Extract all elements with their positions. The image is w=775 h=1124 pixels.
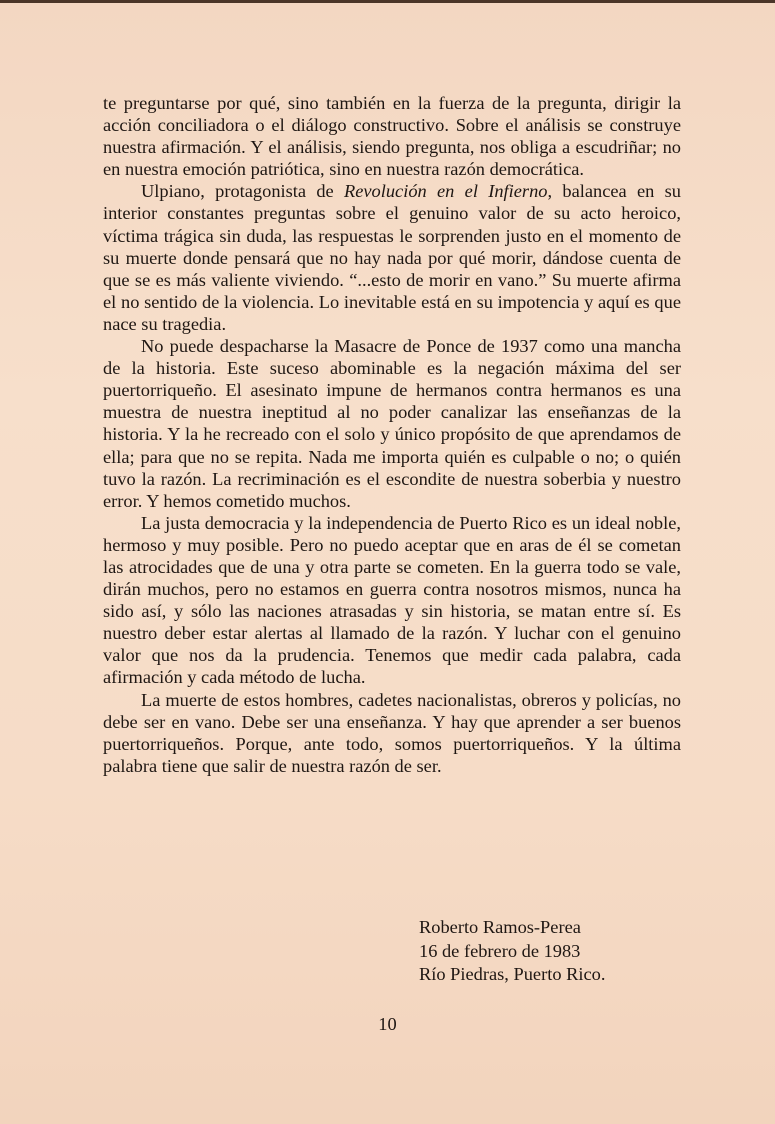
paragraph-4-text: La justa democracia y la independencia de Puerto Rico es un ideal noble, hermoso y muy posible. Pero no puedo aceptar que en aras de él se cometan las atrocidades que de una y otra parte se cometen. En la guerra todo se vale, dirán muchos, pero no estamos en guerra contra nosotros mismos, nunca ha sido así, y sólo las naciones atrasadas y sin historia, se matan entre sí. Es nuestro deber estar alertas al llamado de la razón. Y luchar con el genuino valor que nos da la prudencia. Tenemos que medir cada palabra, cada afirmación y cada método de lucha.	[103, 512, 681, 688]
paragraph-5	[103, 689, 681, 777]
signature-place: Río Piedras, Puerto Rico.	[419, 964, 606, 984]
paragraph-5-text: La muerte de estos hombres, cadetes nacionalistas, obreros y policías, no debe ser en vano. Debe ser una enseñanza. Y hay que aprender a ser buenos puertorriqueños. Porque, ante todo, somos puertorriqueños. Y la última palabra tiene que salir de nuestra razón de ser.	[103, 689, 681, 776]
page-number: 10	[378, 1014, 397, 1034]
paragraph-3	[103, 335, 681, 512]
signature-author: Roberto Ramos-Perea	[419, 917, 581, 937]
paragraph-1	[103, 92, 681, 180]
paragraph-1-text: te preguntarse por qué, sino también en la fuerza de la pregunta, dirigir la acción conciliadora o el diálogo constructivo. Sobre el análisis se construye nuestra afirmación. Y el análisis, siendo pregunta, nos obliga a escudriñar; no en nuestra emoción patriótica, sino en nuestra razón democrática.	[103, 93, 681, 180]
paragraph-2	[103, 180, 681, 335]
paragraph-2-text-b: , balancea en su interior constantes preguntas sobre el genuino valor de su acto heroico, víctima trágica sin duda, las respuestas le sorprenden justo en el momento de su muerte donde pensará que no hay nada por qué morir, dándose cuenta de que se es más valiente viviendo. “...esto de morir en vano.” Su muerte afirma el no sentido de la violencia. Lo inevitable está en su impotencia y aquí es que nace su tragedia.	[103, 181, 681, 334]
signature-block	[419, 916, 605, 987]
play-title: Revolución en el Infierno	[344, 181, 548, 202]
paragraph-4	[103, 512, 681, 689]
signature-date: 16 de febrero de 1983	[419, 940, 581, 961]
paragraph-2-text-a: Ulpiano, protagonista de	[141, 181, 344, 202]
body-text	[103, 92, 681, 777]
page-top-edge	[0, 0, 775, 3]
paragraph-3-text: No puede despacharse la Masacre de Ponce de 1937 como una mancha de la historia. Este suceso abominable es la negación máxima del ser puertorriqueño. El asesinato impune de hermanos contra hermanos es una muestra de nuestra ineptitud al no poder canalizar las enseñanzas de la historia. Y la he recreado con el solo y único propósito de que aprendamos de ella; para que no se repita. Nada me importa quién es culpable o no; o quién tuvo la razón. La recriminación es el escondite de nuestra soberbia y nuestro error. Y hemos cometido muchos.	[103, 336, 681, 511]
